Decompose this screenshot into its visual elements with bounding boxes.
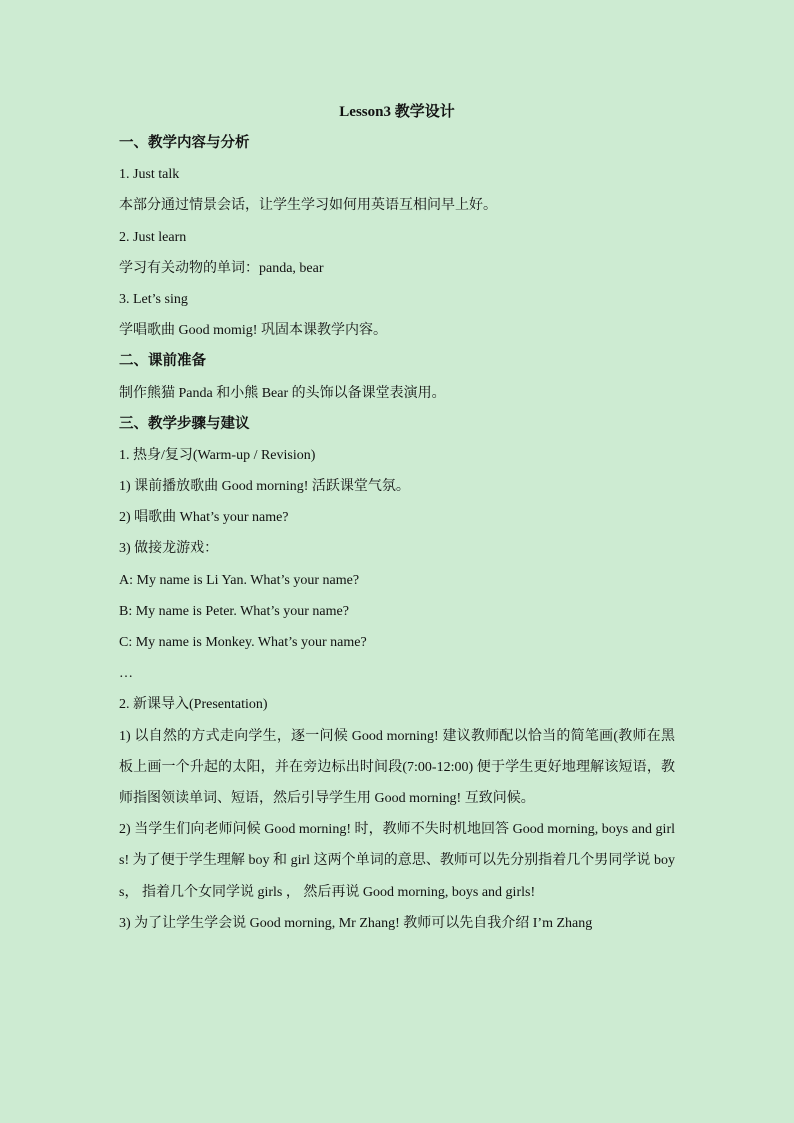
- item-title-lets-sing: 3. Let’s sing: [119, 291, 188, 307]
- step-title-warmup: 1. 热身/复习(Warm-up / Revision): [119, 447, 316, 463]
- presentation-paragraph-1: 1) 以自然的方式走向学生，逐一问候 Good morning! 建议教师配以恰当的简笔画(教师在黑板上画一个升起的太阳，并在旁边标出时间段(7:00-12:00) 便于学生更好地理解该短语，教师指图领读单词、短语，然后引导学生用 Good morning! 互致问候。: [119, 728, 675, 806]
- section-heading-preparation: 二、课前准备: [119, 353, 206, 370]
- warmup-item: 1) 课前播放歌曲 Good morning! 活跃课堂气氛。: [119, 479, 410, 495]
- ellipsis-line: …: [119, 666, 133, 682]
- item-desc-just-talk: 本部分通过情景会话，让学生学习如何用英语互相问早上好。: [119, 198, 497, 214]
- dialogue-line: C: My name is Monkey. What’s your name?: [119, 635, 367, 650]
- presentation-paragraph-2: 2) 当学生们向老师问候 Good morning! 时，教师不失时机地回答 Good morning, boys and girls! 为了便于学生理解 boy 和 girl 这两个单词的意思、教师可以先分别指着几个男同学说 boys， 指着几个女同学说 girls ， 然后再说 Good morning, boys and girls!: [119, 822, 675, 900]
- section-heading-content-analysis: 一、教学内容与分析: [119, 135, 250, 151]
- item-title-just-learn: 2. Just learn: [119, 229, 187, 245]
- section-heading-teaching-steps: 三、教学步骤与建议: [119, 415, 250, 432]
- document-body: [119, 128, 675, 939]
- preparation-desc: 制作熊猫 Panda 和小熊 Bear 的头饰以备课堂表演用。: [119, 385, 446, 401]
- dialogue-line: B: My name is Peter. What’s your name?: [119, 603, 349, 619]
- step-title-presentation: 2. 新课导入(Presentation): [119, 697, 268, 713]
- document-title: Lesson3 教学设计: [339, 104, 455, 120]
- presentation-paragraph-3: 3) 为了让学生学会说 Good morning, Mr Zhang! 教师可以先自我介绍 I’m Zhang: [119, 915, 593, 931]
- dialogue-line: A: My name is Li Yan. What’s your name?: [119, 572, 360, 588]
- item-desc-just-learn: 学习有关动物的单词：panda, bear: [119, 260, 324, 276]
- warmup-item: 3) 做接龙游戏：: [119, 541, 219, 557]
- item-title-just-talk: 1. Just talk: [119, 167, 180, 183]
- warmup-item: 2) 唱歌曲 What’s your name?: [119, 510, 289, 526]
- item-desc-lets-sing: 学唱歌曲 Good momig! 巩固本课教学内容。: [119, 323, 387, 339]
